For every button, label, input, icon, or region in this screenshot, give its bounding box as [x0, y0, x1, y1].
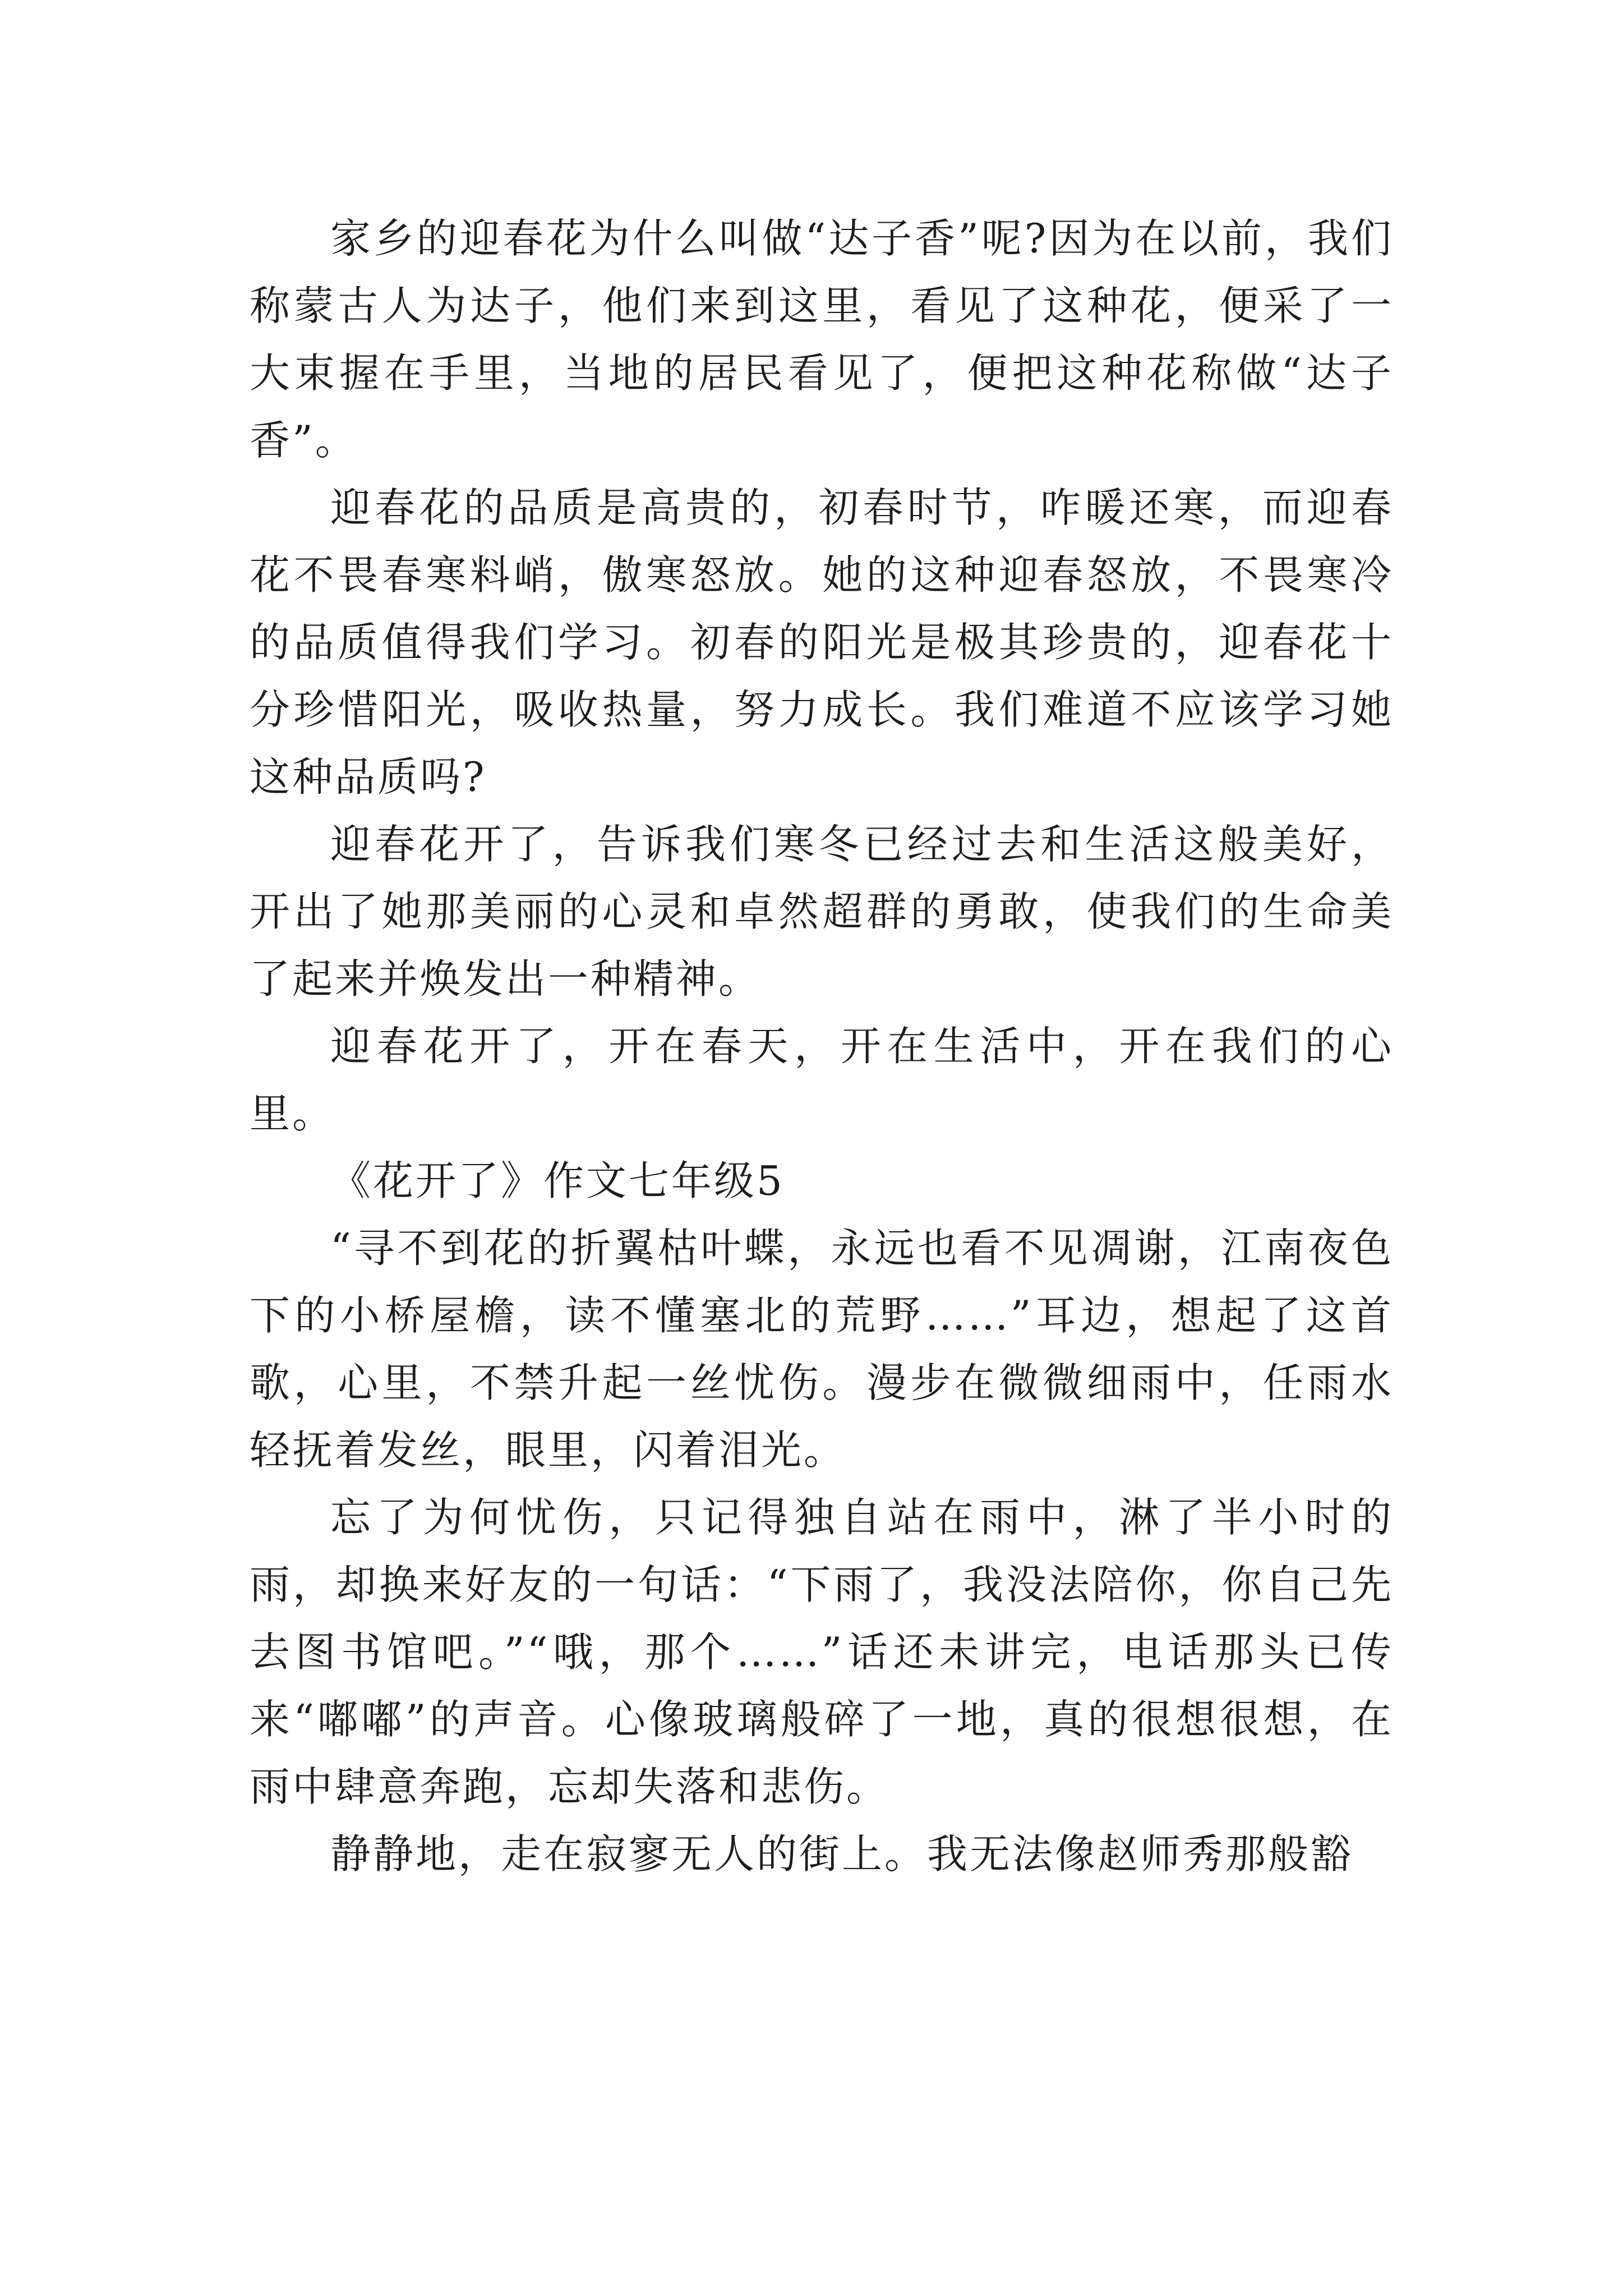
paragraph-name-origin: 家乡的迎春花为什么叫做“达子香”呢?因为在以前，我们称蒙古人为达子，他们来到这里，看见了这种花，便采了一大束握在手里，当地的居民看见了，便把这种花称做“达子香”。 [250, 215, 1394, 464]
paragraph-rain: 忘了为何忧伤，只记得独自站在雨中，淋了半小时的雨，却换来好友的一句话：“下雨了，我没法陪你，你自己先去图书馆吧。”“哦，那个……”话还未讲完，电话那头已传来“嘟嘟”的声音。心像玻璃般碎了一地，真的很想很想，在雨中肆意奔跑，忘却失落和悲伤。 [250, 1494, 1394, 1810]
paragraph-street: 静静地，走在寂寥无人的街上。我无法像赵师秀那般豁 [330, 1830, 1354, 1878]
paragraph-quality: 迎春花的品质是高贵的，初春时节，咋暖还寒，而迎春花不畏春寒料峭，傲寒怒放。她的这种迎春怒放，不畏寒冷的品质值得我们学习。初春的阳光是极其珍贵的，迎春花十分珍惜阳光，吸收热量，努力成长。我们难道不应该学习她这种品质吗? [250, 484, 1394, 800]
document-body [250, 205, 1394, 1888]
paragraph-song: “寻不到花的折翼枯叶蝶，永远也看不见凋谢，江南夜色下的小桥屋檐，读不懂塞北的荒野……”耳边，想起了这首歌，心里，不禁升起一丝忧伤。漫步在微微细雨中，任雨水轻抚着发丝，眼里，闪着泪光。 [250, 1225, 1394, 1474]
paragraph-closing: 迎春花开了，开在春天，开在生活中，开在我们的心里。 [250, 1023, 1394, 1137]
essay-title: 《花开了》作文七年级5 [330, 1157, 785, 1204]
paragraph-blooming: 迎春花开了，告诉我们寒冬已经过去和生活这般美好，开出了她那美丽的心灵和卓然超群的勇敢，使我们的生命美了起来并焕发出一种精神。 [250, 821, 1394, 1002]
